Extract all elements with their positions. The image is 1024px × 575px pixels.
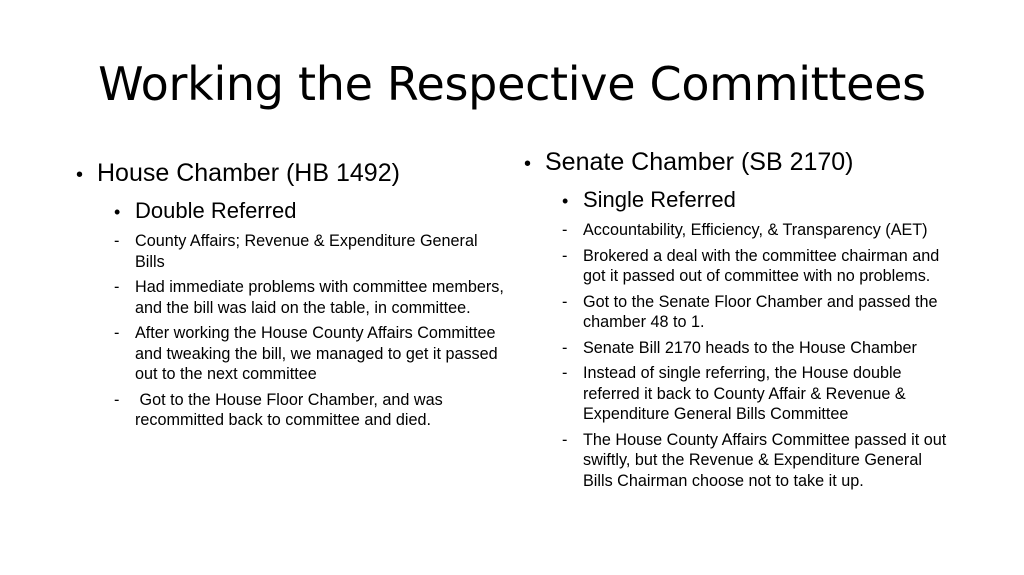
- double-referred-row: [114, 196, 506, 227]
- double-referred-label: Double Referred: [135, 198, 297, 223]
- bullet-icon: •: [524, 153, 532, 175]
- dash-icon: -: [114, 232, 120, 250]
- dash-icon: -: [114, 324, 120, 342]
- senate-chamber-list: [562, 220, 954, 491]
- single-referred-row: [562, 185, 954, 216]
- dash-icon: -: [562, 292, 568, 311]
- dash-icon: -: [562, 364, 568, 382]
- house-chamber-list: [114, 231, 506, 431]
- list-item: - Got to the Senate Floor Chamber and passed the chamber 48 to 1.: [562, 292, 938, 331]
- single-referred-label: Single Referred: [583, 187, 736, 212]
- senate-chamber-column: [524, 145, 954, 496]
- bullet-icon: •: [114, 202, 121, 222]
- dash-icon: -: [562, 246, 568, 265]
- list-item: - Accountability, Efficiency, & Transparency (AET): [562, 221, 928, 239]
- dash-icon: -: [562, 430, 568, 449]
- list-item: - Had immediate problems with committee members, and the bill was laid on the table, in committee.: [114, 278, 504, 317]
- list-item: - Brokered a deal with the committee chairman and got it passed out of committee with no problems.: [562, 246, 940, 285]
- list-item: - After working the House County Affairs Committee and tweaking the bill, we managed to get it passed out to the next committee: [114, 324, 498, 383]
- slide-title: Working the Respective Committees: [98, 57, 926, 111]
- bullet-icon: •: [76, 164, 84, 186]
- house-chamber-column: [76, 156, 506, 436]
- house-chamber-heading: House Chamber (HB 1492): [97, 159, 400, 187]
- dash-icon: -: [562, 221, 568, 239]
- bullet-icon: •: [562, 191, 569, 211]
- list-item: - Got to the House Floor Chamber, and was recommitted back to committee and died.: [114, 390, 448, 429]
- senate-chamber-heading-row: [524, 145, 954, 181]
- list-item: - Instead of single referring, the House double referred it back to County Affair & Revenue & Expenditure General Bills Committee: [562, 364, 906, 423]
- dash-icon: -: [562, 338, 568, 357]
- list-item: - County Affairs; Revenue & Expenditure General Bills: [114, 232, 478, 271]
- list-item: - Senate Bill 2170 heads to the House Chamber: [562, 338, 917, 357]
- list-item: - The House County Affairs Committee passed it out swiftly, but the Revenue & Expenditure General Bills Chairman choose not to take it up.: [562, 430, 947, 490]
- dash-icon: -: [114, 278, 120, 296]
- house-chamber-heading-row: [76, 156, 506, 192]
- senate-chamber-heading: Senate Chamber (SB 2170): [545, 148, 854, 176]
- dash-icon: -: [114, 390, 120, 409]
